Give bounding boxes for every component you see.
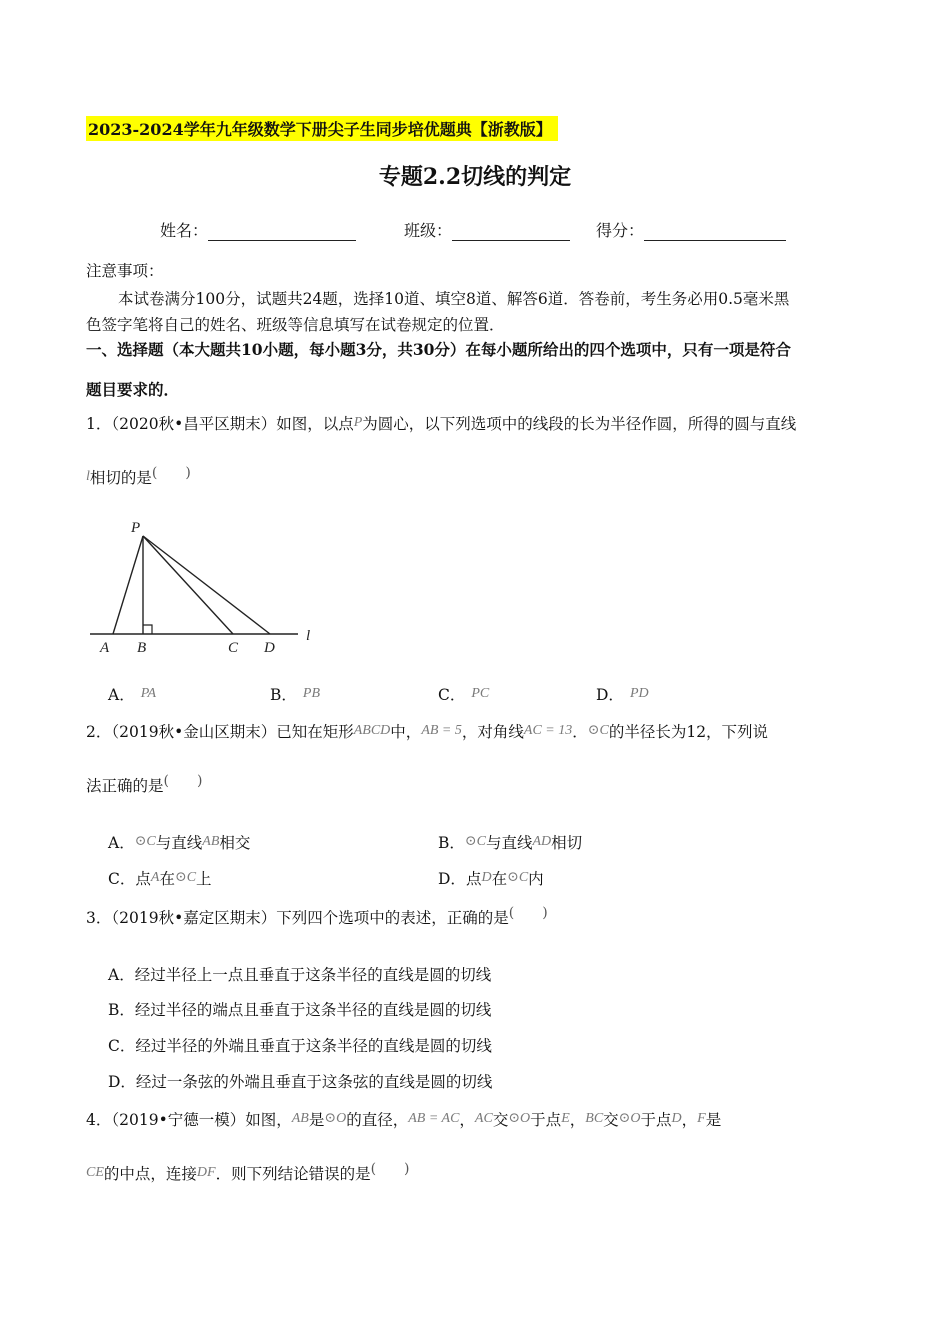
q2-option-text: 与直线 <box>155 834 203 852</box>
q2-option-text: 上 <box>196 870 212 888</box>
q3-option-d[interactable]: D．经过一条弦的外端且垂直于这条弦的直线是圆的切线 <box>108 1073 493 1091</box>
q2-number: 2． <box>86 723 112 741</box>
q1-option-letter: D． <box>596 686 624 704</box>
q3-source: （2019秋•嘉定区期末） <box>111 909 277 927</box>
q2-text: 中， <box>390 723 422 741</box>
class-label: 班级： <box>404 221 453 240</box>
q2-ab: AB = 5 <box>421 723 462 738</box>
q2-answer-paren[interactable]: ( ) <box>163 773 203 789</box>
q4-math: DF <box>196 1165 216 1180</box>
q2-ac: AC = 13 <box>523 723 573 738</box>
q1-option-value: PA <box>140 686 157 701</box>
q2-option-math: ⊙C <box>174 870 197 885</box>
score-label: 得分： <box>596 221 645 240</box>
q2-option-letter: A． <box>108 834 135 852</box>
question-1-line-1 <box>86 412 796 434</box>
q2-option-letter: D． <box>438 870 466 888</box>
q4-number: 4． <box>86 1111 112 1129</box>
q4-math: ⊙O <box>324 1111 347 1126</box>
q3-answer-paren[interactable]: ( ) <box>508 905 548 921</box>
q1-option-letter: C． <box>438 686 466 704</box>
segment-pd <box>143 536 270 634</box>
q4-math: E <box>561 1111 570 1126</box>
q2-text: 的半径长为12，下列说 <box>608 723 769 741</box>
label-a: A <box>100 640 110 656</box>
class-blank[interactable] <box>452 224 570 241</box>
q2-circle: ⊙C <box>587 723 609 738</box>
q1-option-letter: B． <box>270 686 297 704</box>
q2-option-math: ⊙C <box>464 834 486 849</box>
q2-option-text: 相交 <box>219 834 251 852</box>
q4-text: 于点 <box>640 1111 672 1129</box>
label-l: l <box>306 628 311 644</box>
q1-answer-paren[interactable]: ( ) <box>151 465 191 481</box>
score-blank[interactable] <box>644 224 786 241</box>
q4-text: 如图， <box>245 1111 292 1129</box>
question-3-line-1 <box>86 906 548 928</box>
q2-source: （2019秋•金山区期末） <box>111 723 277 741</box>
q4-text: ．则下列结论错误的是 <box>215 1165 371 1183</box>
q4-math: F <box>697 1111 706 1126</box>
q2-option-text: 点 <box>135 870 151 888</box>
q4-text: ， <box>569 1111 586 1129</box>
label-p: P <box>131 520 141 536</box>
question-2-line-2 <box>86 774 202 796</box>
q2-option-c[interactable] <box>108 867 212 889</box>
q1-option-letter: A． <box>108 686 135 704</box>
question-4-line-2 <box>86 1162 410 1184</box>
q3-option-a[interactable]: A．经过半径上一点且垂直于这条半径的直线是圆的切线 <box>108 966 492 984</box>
q2-option-letter: C． <box>108 870 136 888</box>
q3-text: 下列四个选项中的表述，正确的是 <box>276 909 509 927</box>
q1-number: 1． <box>86 415 112 433</box>
notice-line-2: 色签字笔将自己的姓名、班级等信息填写在试卷规定的位置． <box>86 316 505 334</box>
q4-math: AB = AC <box>408 1111 460 1126</box>
section-heading-line-1: 一、选择题（本大题共10小题，每小题3分，共30分）在每小题所给出的四个选项中，只有一项是符合 <box>86 340 791 359</box>
name-field[interactable] <box>160 218 356 241</box>
q1-option-value: PB <box>302 686 320 701</box>
q4-math: AC <box>474 1111 493 1126</box>
q1-point-p: P <box>353 415 363 430</box>
name-label: 姓名： <box>160 221 209 240</box>
q4-text: 交 <box>492 1111 509 1129</box>
q2-option-text: 在 <box>491 870 508 888</box>
q3-number: 3． <box>86 909 112 927</box>
question-4-line-1 <box>86 1108 721 1130</box>
q2-option-text: 与直线 <box>485 834 533 852</box>
question-2-line-1 <box>86 720 768 742</box>
q2-option-text: 内 <box>528 870 544 888</box>
page-title: 专题2.2切线的判定 <box>378 164 572 190</box>
q2-option-math: ⊙C <box>134 834 156 849</box>
q4-math: D <box>671 1111 682 1126</box>
segment-pc <box>143 536 233 634</box>
q1-figure <box>86 512 336 662</box>
q2-option-b[interactable] <box>438 831 582 853</box>
q4-text: ， <box>459 1111 475 1129</box>
class-field[interactable] <box>404 218 570 241</box>
q1-option-value: PD <box>629 686 649 701</box>
q4-text: 的中点，连接 <box>103 1165 197 1183</box>
q1-text: 为圆心，以下列选项中的线段的长为半径作圆，所得的圆与直线 <box>362 415 797 433</box>
q2-text: 法正确的是 <box>86 777 164 795</box>
q1-source: （2020秋•昌平区期末） <box>111 415 277 433</box>
q2-text: ． <box>572 723 588 741</box>
section-heading-line-2: 题目要求的． <box>86 380 180 399</box>
q4-math: AB <box>291 1111 309 1126</box>
notice-line-1: 本试卷满分100分，试题共24题，选择10道、填空8道、解答6道．答卷前，考生务必用0.5毫米黑 <box>118 290 790 308</box>
q1-option-b[interactable] <box>270 683 320 705</box>
q4-text: ， <box>681 1111 698 1129</box>
right-angle-mark <box>143 625 152 634</box>
question-1-line-2 <box>86 466 191 488</box>
q1-text: 相切的是 <box>89 469 152 487</box>
header-banner: 2023-2024学年九年级数学下册尖子生同步培优题典【浙教版】 <box>86 116 558 141</box>
q3-option-b[interactable]: B．经过半径的端点且垂直于这条半径的直线是圆的切线 <box>108 1001 492 1019</box>
q4-text: 的直径， <box>346 1111 409 1129</box>
q2-option-text: 点 <box>465 870 482 888</box>
q1-line-l: l <box>86 469 90 484</box>
q2-option-math: A <box>150 870 160 885</box>
q4-math: ⊙O <box>508 1111 531 1126</box>
q1-option-value: PC <box>471 686 490 701</box>
q1-option-c[interactable] <box>438 683 489 705</box>
q3-option-c[interactable]: C．经过半径的外端且垂直于这条半径的直线是圆的切线 <box>108 1037 492 1055</box>
label-b: B <box>137 640 147 656</box>
q2-option-d[interactable] <box>438 867 544 889</box>
q2-option-math: AD <box>532 834 552 849</box>
q4-answer-paren[interactable]: ( ) <box>370 1161 410 1177</box>
notice-heading: 注意事项： <box>86 262 164 280</box>
q2-rect: ABCD <box>353 723 391 738</box>
q2-option-letter: B． <box>438 834 465 852</box>
q1-option-d[interactable] <box>596 683 649 705</box>
label-c: C <box>228 640 239 656</box>
q2-option-math: AB <box>202 834 220 849</box>
q2-text: ，对角线 <box>461 723 524 741</box>
name-blank[interactable] <box>208 224 356 241</box>
q4-math: ⊙O <box>618 1111 641 1126</box>
q4-math: BC <box>585 1111 604 1126</box>
score-field[interactable] <box>596 218 786 241</box>
q2-option-a[interactable] <box>108 831 250 853</box>
q4-text: 是 <box>308 1111 325 1129</box>
q2-option-math: ⊙C <box>507 870 529 885</box>
q4-text: 是 <box>705 1111 722 1129</box>
q4-math: CE <box>86 1165 104 1180</box>
q1-text: 如图，以点 <box>276 415 354 433</box>
q2-option-text: 相切 <box>551 834 583 852</box>
label-d: D <box>264 640 275 656</box>
q2-option-text: 在 <box>159 870 175 888</box>
q4-source: （2019•宁德一模） <box>111 1111 246 1129</box>
segment-pa <box>113 536 143 634</box>
q4-text: 交 <box>603 1111 619 1129</box>
q2-option-math: D <box>481 870 492 885</box>
q1-option-a[interactable] <box>108 683 156 705</box>
q4-text: 于点 <box>530 1111 562 1129</box>
q2-text: 已知在矩形 <box>276 723 354 741</box>
